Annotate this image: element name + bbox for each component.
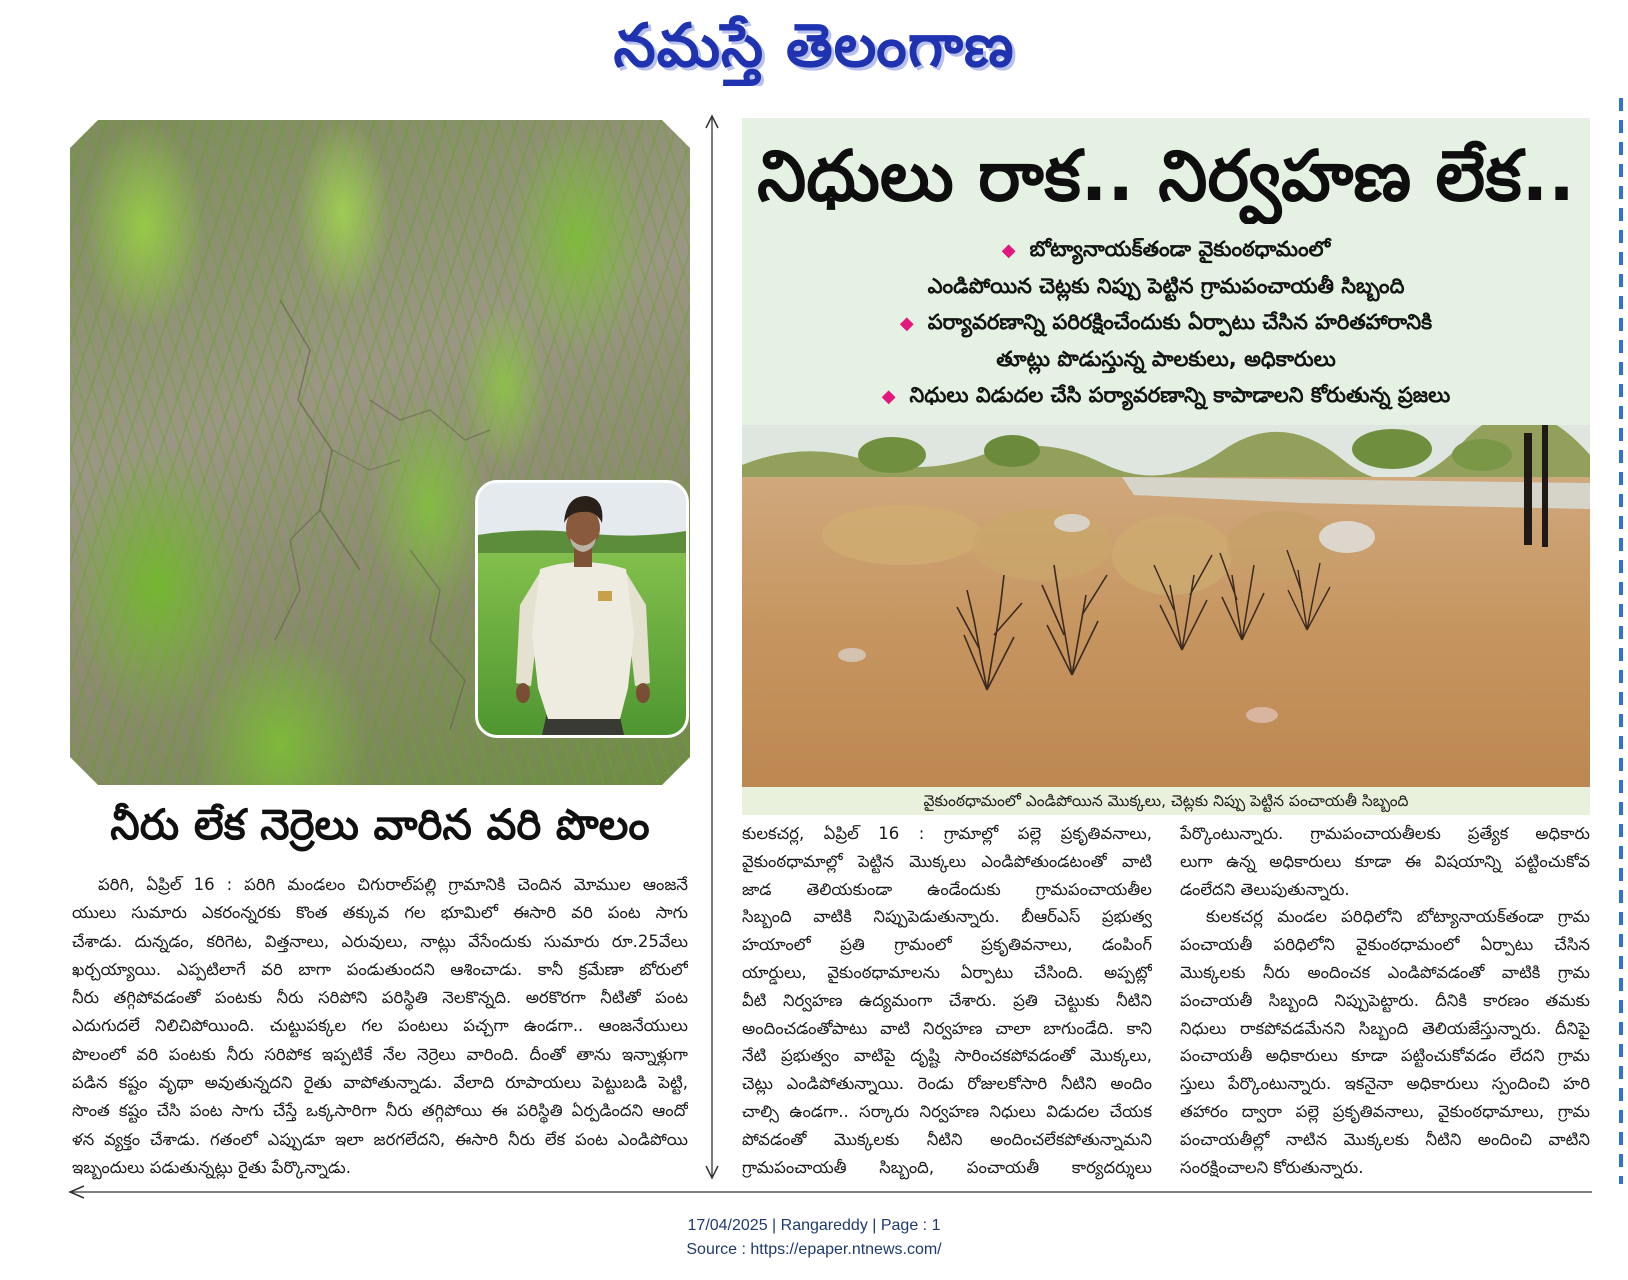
body-line: యులు సుమారు ఎకరంన్నరకు కొంత తక్కువ గల భూమిలో ఈసారి వరి పంట సాగు xyxy=(72,903,688,923)
tree xyxy=(984,435,1040,467)
left-article-body xyxy=(72,871,688,1182)
farmer-illustration xyxy=(478,483,686,735)
highlight-text: పర్యావరణాన్ని పరిరక్షించేందుకు ఏర్పాటు చేసిన హరితహారానికి xyxy=(927,310,1433,334)
highlight-item-continued xyxy=(742,341,1590,378)
body-line: యార్డులు, వైకుంఠధామాలను ఏర్పాటు చేసింది. అప్పట్లో xyxy=(742,962,1152,982)
body-line: పంచాయతీల్లో నాటిన మొక్కలకు నీటిని అందించి వాటిని xyxy=(1180,1129,1590,1149)
body-line: పరిగి, ఏప్రిల్ 16 : పరిగి మండలం చిగురాల్‌పల్లి గ్రామానికి చెందిన మోముల ఆంజనే xyxy=(98,875,688,894)
diamond-bullet-icon: ◆ xyxy=(899,313,914,334)
tree xyxy=(858,437,926,473)
rock xyxy=(1319,521,1375,553)
right-hand xyxy=(636,683,650,703)
shirt xyxy=(532,562,634,719)
highlight-item xyxy=(742,377,1590,414)
body-line: ఖర్చయ్యాయి. ఎప్పటిలాగే వరి బాగా పండుతుందని ఆశించాడు. కానీ క్రమేణా బోరులో xyxy=(72,959,688,979)
body-line: చేశాడు. దున్నడం, కరిగెట, విత్తనాలు, ఎరువులు, నాట్లు వేసేందుకు సుమారు రూ.25వేలు xyxy=(72,931,688,951)
dry-grass xyxy=(1112,515,1232,595)
body-line: పోవడంతో మొక్కలకు నీటిని అందించలేకపోతున్నామని xyxy=(742,1129,1152,1149)
body-line: అందించడంతోపాటు వాటి నిర్వహణ చాలా బాగుండేది. కాని xyxy=(742,1018,1152,1038)
page-edge-marks xyxy=(1619,98,1623,1184)
body-line: సిబ్బంది వాటికి నిప్పుపెడుతున్నారు. బీఆర్‌ఎస్ ప్రభుత్వ xyxy=(742,907,1152,927)
bottom-divider-arrow xyxy=(66,1183,1596,1201)
body-line: మొక్కలకు నీరు అందించక ఎండిపోవడంతో వాటికి గ్రామ xyxy=(1180,962,1590,982)
dry-grass xyxy=(1227,511,1337,579)
body-line: కులకచర్ల, ఏప్రిల్ 16 : గ్రామాల్లో పల్లె ప్రకృతివనాలు, xyxy=(742,824,1152,843)
body-line: తహారం ద్వారా పల్లె ప్రకృతివనాలు, వైకుంఠధామాలు, గ్రామ xyxy=(1180,1101,1590,1121)
right-article-column-1 xyxy=(742,820,1152,1181)
body-line: పేర్కొంటున్నారు. గ్రామపంచాయతీలకు ప్రత్యేక అధికారు xyxy=(1180,824,1590,843)
tree xyxy=(1352,429,1432,469)
tree xyxy=(1452,439,1512,471)
soil-crack xyxy=(332,450,400,470)
rock xyxy=(1246,707,1278,723)
dry-grass xyxy=(822,505,982,565)
body-line: సంరక్షించాలని కోరుతున్నారు. xyxy=(1180,1157,1364,1177)
body-line: పంచాయతీ సిబ్బంది నిప్పుపెట్టారు. దీనికి కారణం తమకు xyxy=(1180,990,1590,1010)
diamond-bullet-icon: ◆ xyxy=(881,386,896,407)
shirt-pocket-item xyxy=(598,591,612,601)
cremation-ground-scene xyxy=(742,425,1590,787)
body-line: పొలంలో వరి పంటకు నీరు సరిపోక ఇప్పటికే నేల నెర్రెలు వారింది. దీంతో తాను ఇన్నాళ్లుగా xyxy=(72,1044,688,1064)
body-line: లుగా ఉన్న అధికారులు కూడా ఈ విషయాన్ని పట్టించుకోవ xyxy=(1180,851,1590,871)
body-line: పంచాయతీ పరిధిలోని వైకుంఠధామంలో ఏర్పాటు చేసిన xyxy=(1180,935,1590,955)
body-line: వైకుంఠధామాల్లో పెట్టిన మొక్కలు ఎండిపోతుండటంతో వాటి xyxy=(742,851,1152,871)
highlight-text: ఎండిపోయిన చెట్లకు నిప్పు పెట్టిన గ్రామపంచాయతీ సిబ్బంది xyxy=(927,273,1405,298)
body-line: నేటి ప్రభుత్వం వాటిపై దృష్టి సారించకపోవడంతో మొక్కలు, xyxy=(742,1046,1152,1066)
body-line: జాడ తెలియకుండా ఉండేందుకు గ్రామపంచాయతీల xyxy=(742,879,1152,899)
left-hand xyxy=(516,683,530,703)
body-line: వీటి నిర్వహణ ఉద్యమంగా చేశారు. ప్రతి చెట్టుకు నీటిని xyxy=(742,990,1152,1010)
body-line: కులకచర్ల మండల పరిధిలోని బోట్యానాయక్‌తండా గ్రామ xyxy=(1206,907,1590,927)
soil-crack xyxy=(280,300,360,570)
body-line: గ్రామపంచాయతీ సిబ్బంది, పంచాయతీ కార్యదర్శులు xyxy=(742,1157,1152,1177)
highlights-list xyxy=(742,231,1590,414)
pole xyxy=(1542,425,1548,547)
edition-info: 17/04/2025 | Rangareddy | Page : 1 xyxy=(687,1217,941,1234)
dry-grass xyxy=(972,509,1112,581)
body-line: చాల్సి ఉండగా.. సర్కారు నిర్వహణ నిధులు విడుదల చేయక xyxy=(742,1101,1152,1121)
right-article-column-2 xyxy=(1180,820,1590,1181)
body-line: నిధులు రాకపోవడమేనని సిబ్బంది తెలియజేస్తున్నారు. దీనిపై xyxy=(1180,1018,1590,1038)
body-line: స్తులు పేర్కొంటున్నారు. ఇకనైనా అధికారులు స్పందించి హరి xyxy=(1180,1074,1590,1094)
body-line: నీరు తగ్గిపోవడంతో పంటకు నీరు సరిపోని పరిస్థితి నెలకొన్నది. అరకొరగా నీటితో పంట xyxy=(72,988,688,1008)
body-line: పడిన కష్టం వృథా అవుతున్నదని రైతు వాపోతున్నాడు. వేలాది రూపాయలు పెట్టుబడి పెట్టి, xyxy=(72,1073,688,1093)
farmer-inset-photo xyxy=(475,480,689,738)
highlight-text: తూట్లు పొడుస్తున్న పాలకులు, అధికారులు xyxy=(996,346,1336,371)
highlight-item-continued xyxy=(742,268,1590,305)
rock xyxy=(1054,514,1090,532)
pole xyxy=(1524,433,1532,545)
body-line: సొంత కష్టం చేసి పంట సాగు చేస్తే ఒక్కసారిగా నీరు తగ్గిపోయి ఈ పరిస్థితి ఏర్పడిందని ఆందో xyxy=(72,1101,688,1121)
body-line: పంచాయతీ అధికారులు కూడా పట్టించుకోవడం లేదని గ్రామ xyxy=(1180,1046,1590,1066)
body-line: చెట్లు ఎండిపోతున్నాయి. రెండు రోజులకోసారి నీటిని అందిం xyxy=(742,1074,1152,1094)
masthead-logo: నమస్తే తెలంగాణ xyxy=(613,11,1015,81)
diamond-bullet-icon: ◆ xyxy=(1001,240,1016,261)
highlight-text: నిధులు విడుదల చేసి పర్యావరణాన్ని కాపాడాలని కోరుతున్న ప్రజలు xyxy=(909,383,1451,407)
left-article-headline: నీరు లేక నెర్రెలు వారిన వరి పొలం xyxy=(110,800,650,849)
soil-crack xyxy=(275,510,320,640)
photo-caption: వైకుంఠధామంలో ఎండిపోయిన మొక్కలు, చెట్లకు నిప్పు పెట్టిన పంచాయతీ సిబ్బంది xyxy=(742,787,1590,815)
source-url: Source : https://epaper.ntnews.com/ xyxy=(686,1241,942,1258)
soil-crack xyxy=(410,550,465,730)
rock xyxy=(838,648,866,662)
body-line: డంలేదని తెలుపుతున్నారు. xyxy=(1180,879,1350,899)
soil-crack xyxy=(370,400,490,440)
body-line: ళన వ్యక్తం చేశాడు. గతంలో ఎప్పుడూ ఇలా జరగలేదని, ఈసారి నీరు లేక పంట ఎండిపోయి xyxy=(72,1129,688,1149)
highlight-item xyxy=(742,304,1590,341)
highlight-text: బోట్యానాయక్‌తండా వైకుంఠధామంలో xyxy=(1029,237,1331,261)
column-divider-arrow xyxy=(703,112,721,1182)
body-line: ఎదుగుదలే నిలిచిపోయింది. చుట్టుపక్కల గల పంటలు పచ్చగా ఉండగా.. ఆంజనేయులు xyxy=(72,1016,688,1036)
body-line: హయాంలో ప్రతి గ్రామంలో ప్రకృతివనాలు, డంపింగ్ xyxy=(742,935,1152,955)
burnt-plants-photo xyxy=(742,425,1590,787)
body-line: ఇబ్బందులు పడుతున్నట్లు రైతు పేర్కొన్నాడు. xyxy=(72,1157,352,1177)
highlight-item xyxy=(742,231,1590,268)
right-article-headline: నిధులు రాక.. నిర్వహణ లేక.. xyxy=(757,135,1575,217)
